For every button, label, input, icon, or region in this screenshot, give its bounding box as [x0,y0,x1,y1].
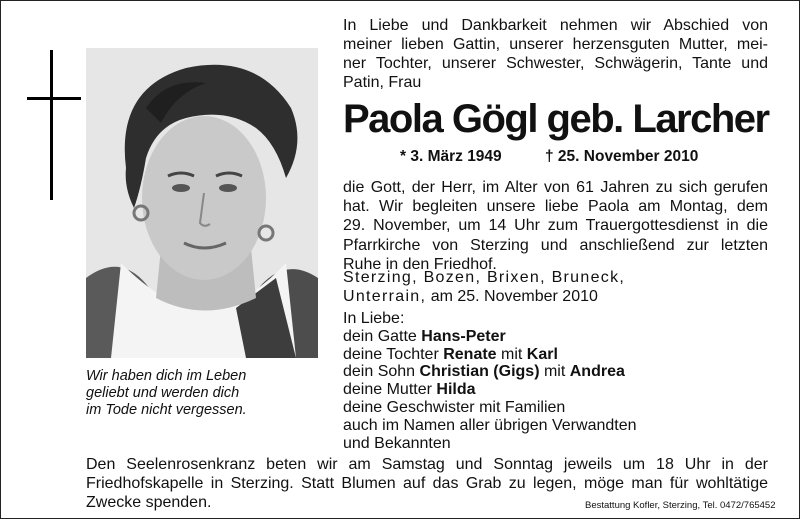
body-line: Ruhe in den Friedhof. [343,255,497,273]
intro-line: Patin, Frau [343,74,422,91]
body-line: Pfarrkirche von Sterzing und anschließend zur letzten [343,236,768,254]
body-line: 29. November, um 14 Uhr zum Trauergottesdienst in die [343,217,768,235]
portrait-photo [86,48,318,358]
caption-line: Wir haben dich im Leben [86,368,247,384]
places-line: Sterzing, Bozen, Brixen, Bruneck, [343,269,626,286]
body-line: die Gott, der Herr, im Alter von 61 Jahren zu sich gerufen [343,179,768,196]
mourner-line [343,381,768,399]
mourner-relation: deine Tochter [343,345,444,363]
caption-line: im Tode nicht vergessen. [86,402,247,418]
rosary-line: Zwecke spenden. [86,494,212,511]
mourners-list [343,310,768,452]
mourner-line [343,328,768,346]
intro-line: meiner lieben Gattin, unserer herzensguten Mutter, mei- [343,36,768,53]
mourner-name: Hilda [436,381,476,399]
places-date: am 25. November 2010 [426,288,598,305]
mourner-relation: dein Gatte [343,327,422,345]
rosary-line: Friedhofskapelle in Sterzing. Statt Blumen auf das Grab zu legen, möge man für wohltätige [86,475,768,492]
mourner-name: Hans-Peter [421,327,506,345]
places-prefix: Unterrain, [343,288,427,305]
mourner-relation: dein Sohn [343,363,420,381]
deceased-name: Paola Gögl geb. Larcher [343,97,769,141]
mourners-heading: In Liebe: [343,310,405,327]
funeral-home-credit: Bestattung Kofler, Sterzing, Tel. 0472/765452 [585,500,776,511]
caption-line: geliebt und werden dich [86,385,240,401]
mourner-name: Christian (Gigs) [419,363,540,381]
place-date [343,268,768,306]
mourner-line: deine Geschwister mit Familien [343,398,566,416]
mourner-name: Karl [526,345,558,363]
rosary-line: Den Seelenrosenkranz beten wir am Samstag und Sonntag jeweils um 18 Uhr in der [86,456,768,473]
intro-line: ner Tochter, unserer Schwester, Schwägerin, Tante und [343,55,768,72]
mourner-connector: mit [496,345,527,363]
notice-body [343,178,768,274]
mourner-line: auch im Namen aller übrigen Verwandten [343,416,637,434]
mourner-line [343,346,768,364]
memorial-caption [86,368,326,419]
mourner-name: Andrea [569,363,625,381]
intro-line: In Liebe und Dankbarkeit nehmen wir Abschied von [343,17,768,34]
mourner-line: und Bekannten [343,434,451,452]
death-date: † 25. November 2010 [545,148,699,165]
birth-date: * 3. März 1949 [400,148,502,165]
mourner-line [343,363,768,381]
body-line: hat. Wir begleiten unsere liebe Paola am Montag, dem [343,198,768,216]
places-line [343,287,768,306]
intro-text [343,16,768,92]
mourner-relation: deine Mutter [343,381,437,399]
mourner-connector: mit [539,363,570,381]
life-dates [400,148,720,166]
mourner-name: Renate [443,345,497,363]
